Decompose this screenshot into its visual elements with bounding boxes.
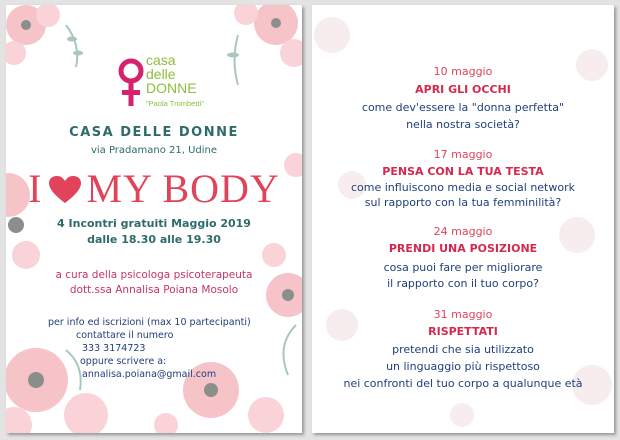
cura-line1: a cura della psicologa psicoterapeuta xyxy=(55,269,253,281)
flower-top-left xyxy=(6,5,83,67)
org-name: CASA DELLE DONNE xyxy=(69,125,239,140)
cura-line2: dott.ssa Annalisa Poiana Mosolo xyxy=(69,284,239,296)
contact-line1: per info ed iscrizioni (max 10 partecipanti) xyxy=(48,317,251,328)
logo-line2: delle xyxy=(146,66,176,82)
main-title-part1: I xyxy=(28,166,43,211)
event-date: 10 maggio xyxy=(433,65,493,78)
event-line: il rapporto con il tuo corpo? xyxy=(387,277,539,290)
event-line: come influiscono media e social network xyxy=(350,181,575,194)
event-line: sul rapporto con la tua femminilità? xyxy=(364,196,562,209)
contact-line3: oppure scrivere a: xyxy=(80,356,167,367)
event-title: PRENDI UNA POSIZIONE xyxy=(388,242,538,255)
female-symbol-icon xyxy=(114,57,148,113)
main-title-part2: MY BODY xyxy=(86,166,280,211)
phone-number[interactable]: 333 3174723 xyxy=(82,343,146,354)
logo-line3: DONNE xyxy=(146,80,197,96)
event-line: cosa puoi fare per migliorare xyxy=(383,261,543,274)
casa-delle-donne-logo xyxy=(114,53,244,121)
event-line: come dev'essere la "donna perfetta" xyxy=(361,101,565,114)
address: via Pradamano 21, Udine xyxy=(90,145,218,156)
event-line: nei confronti del tuo corpo a qualunque età xyxy=(343,377,583,390)
contact-line2: contattare il numero xyxy=(76,330,174,341)
orario-text: dalle 18.30 alle 19.30 xyxy=(87,233,221,246)
event-title: PENSA CON LA TUA TESTA xyxy=(382,165,544,178)
logo-subtitle: "Paola Trombetti" xyxy=(146,99,204,108)
event-date: 31 maggio xyxy=(433,308,493,321)
event-line: pretendi che sia utilizzato xyxy=(392,343,534,356)
event-date: 17 maggio xyxy=(433,148,493,161)
flyer-back xyxy=(312,5,614,433)
event-title: APRI GLI OCCHI xyxy=(415,83,511,96)
event-line: un linguaggio più rispettoso xyxy=(386,360,540,373)
event-date: 24 maggio xyxy=(433,225,493,238)
flyer-front xyxy=(6,5,302,433)
event-title: RISPETTATI xyxy=(428,325,498,338)
email-address[interactable]: annalisa.poiana@gmail.com xyxy=(82,369,217,380)
main-title xyxy=(6,167,302,211)
incontri-text: 4 Incontri gratuiti Maggio 2019 xyxy=(57,217,251,230)
logo-line1: casa xyxy=(146,52,176,68)
event-line: nella nostra società? xyxy=(406,118,520,131)
heart-icon xyxy=(49,176,81,204)
